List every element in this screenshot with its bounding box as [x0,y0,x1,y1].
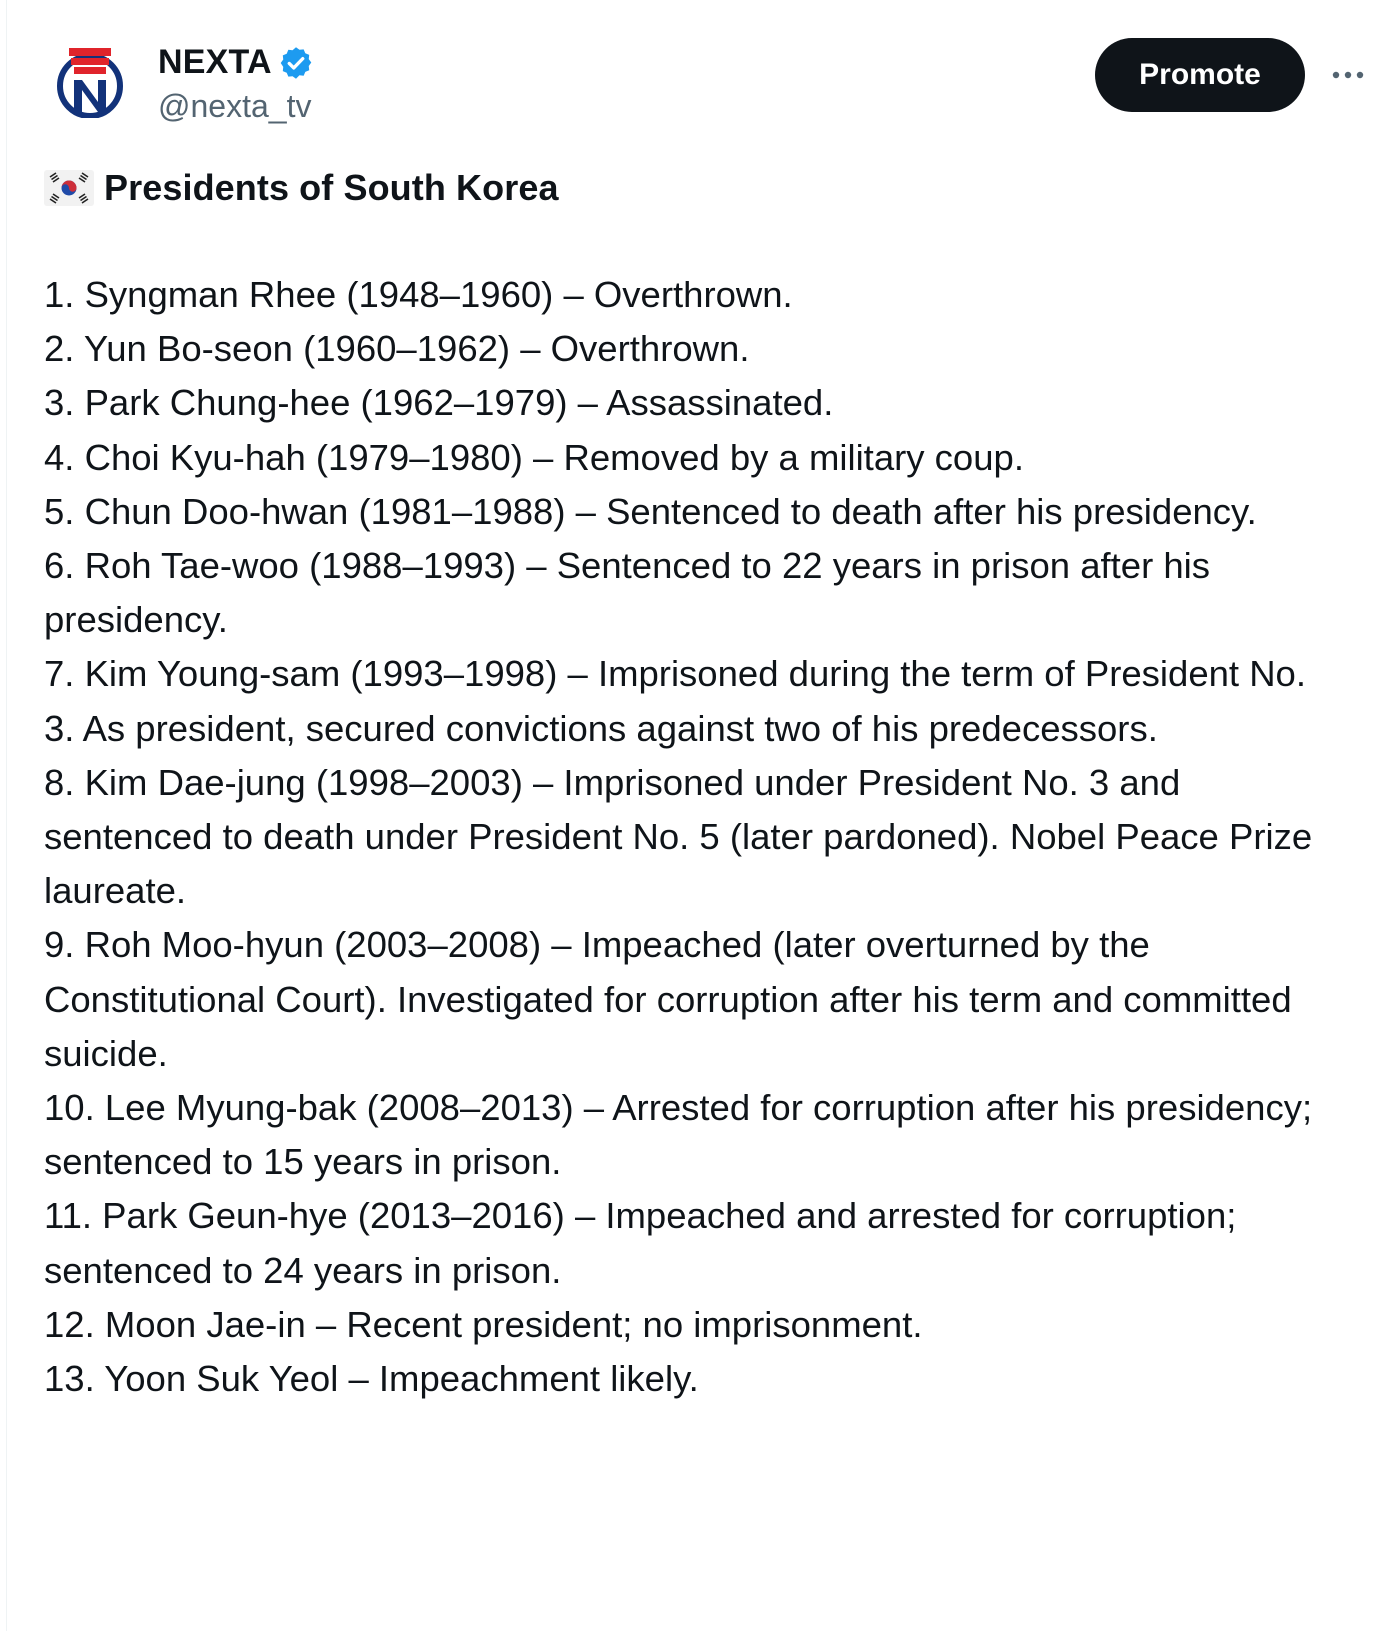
more-options-icon[interactable] [1328,58,1368,92]
list-item: 11. Park Geun-hye (2013–2016) – Impeached and arrested for corruption; sentenced to 24 years in prison. [44,1195,1237,1291]
list-item: 3. Park Chung-hee (1962–1979) – Assassinated. [44,382,834,424]
post-title: Presidents of South Korea [104,167,559,208]
list-item: 6. Roh Tae-woo (1988–1993) – Sentenced to 22 years in prison after his presidency. [44,545,1211,641]
promote-button[interactable]: Promote [1095,38,1305,112]
list-item: 13. Yoon Suk Yeol – Impeachment likely. [44,1358,699,1400]
south-korea-flag-icon [44,170,94,206]
verified-badge-icon [278,45,314,81]
list-item: 1. Syngman Rhee (1948–1960) – Overthrown. [44,274,793,315]
nexta-logo-avatar[interactable] [54,46,126,118]
list-item: 2. Yun Bo-seon (1960–1962) – Overthrown. [44,328,750,370]
post-title-row [44,162,559,214]
list-item: 4. Choi Kyu-hah (1979–1980) – Removed by a military coup. [44,436,1024,478]
list-item: 7. Kim Young-sam (1993–1998) – Imprisoned during the term of President No. 3. As president, secured convictions against two of his predecessors. [44,653,1306,749]
presidents-list [44,268,1344,1406]
list-item: 10. Lee Myung-bak (2008–2013) – Arrested for corruption after his presidency; sentenced to 15 years in prison. [44,1087,1313,1183]
display-name[interactable]: NEXTA [158,42,272,81]
list-item: 12. Moon Jae-in – Recent president; no imprisonment. [44,1303,923,1345]
account-identity [158,38,314,125]
list-item: 5. Chun Doo-hwan (1981–1988) – Sentenced to death after his presidency. [44,490,1257,532]
list-item: 9. Roh Moo-hyun (2003–2008) – Impeached (later overturned by the Constitutional Court). Investigated for corruption after his term and committed suicide. [44,924,1292,1074]
list-item: 8. Kim Dae-jung (1998–2003) – Imprisoned under President No. 3 and sentenced to death under President No. 5 (later pardoned). Nobel Peace Prize laureate. [44,761,1313,912]
post-header [54,38,1354,138]
name-row [158,38,314,86]
account-handle[interactable]: @nexta_tv [158,88,312,124]
